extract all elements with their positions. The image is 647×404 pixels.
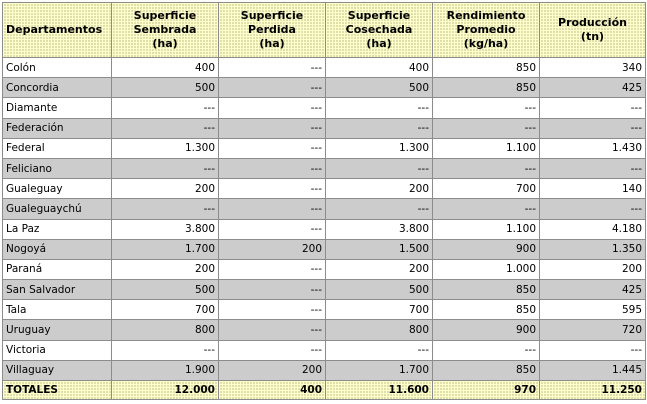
cell-produccion: 200 <box>540 259 646 279</box>
table-row <box>3 340 646 360</box>
cell-rendimiento-promedio: --- <box>433 199 540 219</box>
table-row <box>3 280 646 300</box>
cell-rendimiento-promedio: 850 <box>433 280 540 300</box>
cell-superficie-cosechada: 800 <box>326 320 433 340</box>
table-row <box>3 98 646 118</box>
table-row <box>3 239 646 259</box>
header-line: Promedio <box>456 23 516 36</box>
header-line: Sembrada <box>133 23 197 36</box>
cell-produccion: 720 <box>540 320 646 340</box>
cell-superficie-sembrada: 3.800 <box>112 219 219 239</box>
cell-produccion: --- <box>540 98 646 118</box>
table-row <box>3 360 646 380</box>
header-row <box>3 3 646 58</box>
cell-departamento: Nogoyá <box>3 239 112 259</box>
header-line: (tn) <box>580 30 605 43</box>
header-line: Producción <box>558 16 627 29</box>
cell-departamento: Federal <box>3 138 112 158</box>
cell-superficie-cosechada: --- <box>326 158 433 178</box>
cell-superficie-perdida: --- <box>219 138 326 158</box>
cell-rendimiento-promedio: 850 <box>433 78 540 98</box>
cell-superficie-cosechada: --- <box>326 98 433 118</box>
cell-superficie-perdida: --- <box>219 78 326 98</box>
cell-superficie-sembrada: 200 <box>112 259 219 279</box>
cell-superficie-perdida: --- <box>219 118 326 138</box>
cell-produccion: 1.445 <box>540 360 646 380</box>
cell-rendimiento-promedio: 900 <box>433 239 540 259</box>
header-line: Superficie <box>133 9 197 22</box>
cell-superficie-cosechada: 1.500 <box>326 239 433 259</box>
header-line: (kg/ha) <box>463 37 509 50</box>
cell-superficie-perdida: --- <box>219 58 326 78</box>
cell-produccion: 595 <box>540 300 646 320</box>
cell-superficie-sembrada: --- <box>112 158 219 178</box>
cell-produccion: --- <box>540 118 646 138</box>
header-line: Perdida <box>248 23 296 36</box>
cell-superficie-perdida: --- <box>219 179 326 199</box>
total-produccion: 11.250 <box>540 381 646 400</box>
cell-superficie-sembrada: 1.300 <box>112 138 219 158</box>
cell-superficie-cosechada: --- <box>326 118 433 138</box>
total-superficie-perdida: 400 <box>219 381 326 400</box>
cell-produccion: --- <box>540 199 646 219</box>
header-line: (ha) <box>259 37 285 50</box>
cell-rendimiento-promedio: --- <box>433 98 540 118</box>
cell-superficie-perdida: --- <box>219 300 326 320</box>
header-rendimiento-promedio <box>433 3 540 58</box>
table-body <box>3 58 646 381</box>
cell-rendimiento-promedio: 900 <box>433 320 540 340</box>
cell-rendimiento-promedio: 1.100 <box>433 138 540 158</box>
cell-superficie-perdida: --- <box>219 259 326 279</box>
cell-rendimiento-promedio: --- <box>433 158 540 178</box>
cell-superficie-perdida: --- <box>219 340 326 360</box>
cell-superficie-perdida: --- <box>219 219 326 239</box>
totals-row <box>3 381 646 400</box>
header-line: (ha) <box>366 37 392 50</box>
cell-superficie-sembrada: 1.900 <box>112 360 219 380</box>
header-departamentos <box>3 3 112 58</box>
cell-superficie-cosechada: 400 <box>326 58 433 78</box>
cell-departamento: Villaguay <box>3 360 112 380</box>
cell-departamento: Victoria <box>3 340 112 360</box>
cell-rendimiento-promedio: --- <box>433 118 540 138</box>
cell-rendimiento-promedio: 850 <box>433 58 540 78</box>
table-row <box>3 219 646 239</box>
cell-departamento: Diamante <box>3 98 112 118</box>
header-superficie-perdida <box>219 3 326 58</box>
cell-superficie-sembrada: --- <box>112 199 219 219</box>
cell-superficie-perdida: --- <box>219 280 326 300</box>
cell-superficie-perdida: 200 <box>219 239 326 259</box>
header-line: Departamentos <box>6 23 103 36</box>
cell-superficie-perdida: --- <box>219 199 326 219</box>
table-row <box>3 58 646 78</box>
cell-superficie-perdida: --- <box>219 98 326 118</box>
table-row <box>3 158 646 178</box>
table-row <box>3 118 646 138</box>
cell-superficie-sembrada: 800 <box>112 320 219 340</box>
header-line: Rendimiento <box>446 9 526 22</box>
header-superficie-cosechada <box>326 3 433 58</box>
cell-superficie-cosechada: 500 <box>326 280 433 300</box>
totals-label: TOTALES <box>3 381 112 400</box>
table-row <box>3 179 646 199</box>
cell-departamento: Feliciano <box>3 158 112 178</box>
cell-superficie-sembrada: 700 <box>112 300 219 320</box>
cell-produccion: 1.350 <box>540 239 646 259</box>
table-row <box>3 259 646 279</box>
total-superficie-sembrada: 12.000 <box>112 381 219 400</box>
cell-superficie-sembrada: 400 <box>112 58 219 78</box>
table-row <box>3 138 646 158</box>
header-line: Superficie <box>347 9 411 22</box>
cell-departamento: Gualeguaychú <box>3 199 112 219</box>
cell-produccion: --- <box>540 158 646 178</box>
table-row <box>3 78 646 98</box>
cell-rendimiento-promedio: 700 <box>433 179 540 199</box>
cell-superficie-sembrada: 1.700 <box>112 239 219 259</box>
cell-departamento: Colón <box>3 58 112 78</box>
header-line: (ha) <box>152 37 178 50</box>
production-table <box>2 2 646 400</box>
cell-produccion: --- <box>540 340 646 360</box>
cell-rendimiento-promedio: 1.000 <box>433 259 540 279</box>
header-line: Cosechada <box>345 23 413 36</box>
table-row <box>3 300 646 320</box>
table-row <box>3 320 646 340</box>
cell-departamento: Tala <box>3 300 112 320</box>
cell-superficie-cosechada: 1.700 <box>326 360 433 380</box>
cell-departamento: Gualeguay <box>3 179 112 199</box>
total-superficie-cosechada: 11.600 <box>326 381 433 400</box>
table-row <box>3 199 646 219</box>
cell-produccion: 4.180 <box>540 219 646 239</box>
cell-superficie-perdida: --- <box>219 158 326 178</box>
cell-departamento: Paraná <box>3 259 112 279</box>
cell-superficie-cosechada: 200 <box>326 259 433 279</box>
cell-departamento: Concordia <box>3 78 112 98</box>
cell-rendimiento-promedio: --- <box>433 340 540 360</box>
header-superficie-sembrada <box>112 3 219 58</box>
cell-departamento: La Paz <box>3 219 112 239</box>
cell-superficie-cosechada: 200 <box>326 179 433 199</box>
cell-produccion: 425 <box>540 280 646 300</box>
cell-produccion: 425 <box>540 78 646 98</box>
cell-departamento: Federación <box>3 118 112 138</box>
cell-produccion: 340 <box>540 58 646 78</box>
cell-superficie-cosechada: 700 <box>326 300 433 320</box>
cell-superficie-cosechada: 500 <box>326 78 433 98</box>
cell-superficie-sembrada: --- <box>112 118 219 138</box>
table-footer <box>3 381 646 400</box>
cell-superficie-sembrada: 500 <box>112 78 219 98</box>
cell-superficie-cosechada: 1.300 <box>326 138 433 158</box>
cell-rendimiento-promedio: 850 <box>433 300 540 320</box>
cell-superficie-cosechada: 3.800 <box>326 219 433 239</box>
cell-superficie-sembrada: --- <box>112 98 219 118</box>
header-line: Superficie <box>240 9 304 22</box>
cell-superficie-perdida: 200 <box>219 360 326 380</box>
cell-superficie-sembrada: --- <box>112 340 219 360</box>
cell-departamento: San Salvador <box>3 280 112 300</box>
table-header <box>3 3 646 58</box>
cell-rendimiento-promedio: 850 <box>433 360 540 380</box>
cell-superficie-cosechada: --- <box>326 199 433 219</box>
cell-superficie-perdida: --- <box>219 320 326 340</box>
cell-departamento: Uruguay <box>3 320 112 340</box>
cell-superficie-cosechada: --- <box>326 340 433 360</box>
total-rendimiento-promedio: 970 <box>433 381 540 400</box>
cell-produccion: 1.430 <box>540 138 646 158</box>
cell-superficie-sembrada: 200 <box>112 179 219 199</box>
cell-superficie-sembrada: 500 <box>112 280 219 300</box>
cell-produccion: 140 <box>540 179 646 199</box>
cell-rendimiento-promedio: 1.100 <box>433 219 540 239</box>
header-produccion <box>540 3 646 58</box>
